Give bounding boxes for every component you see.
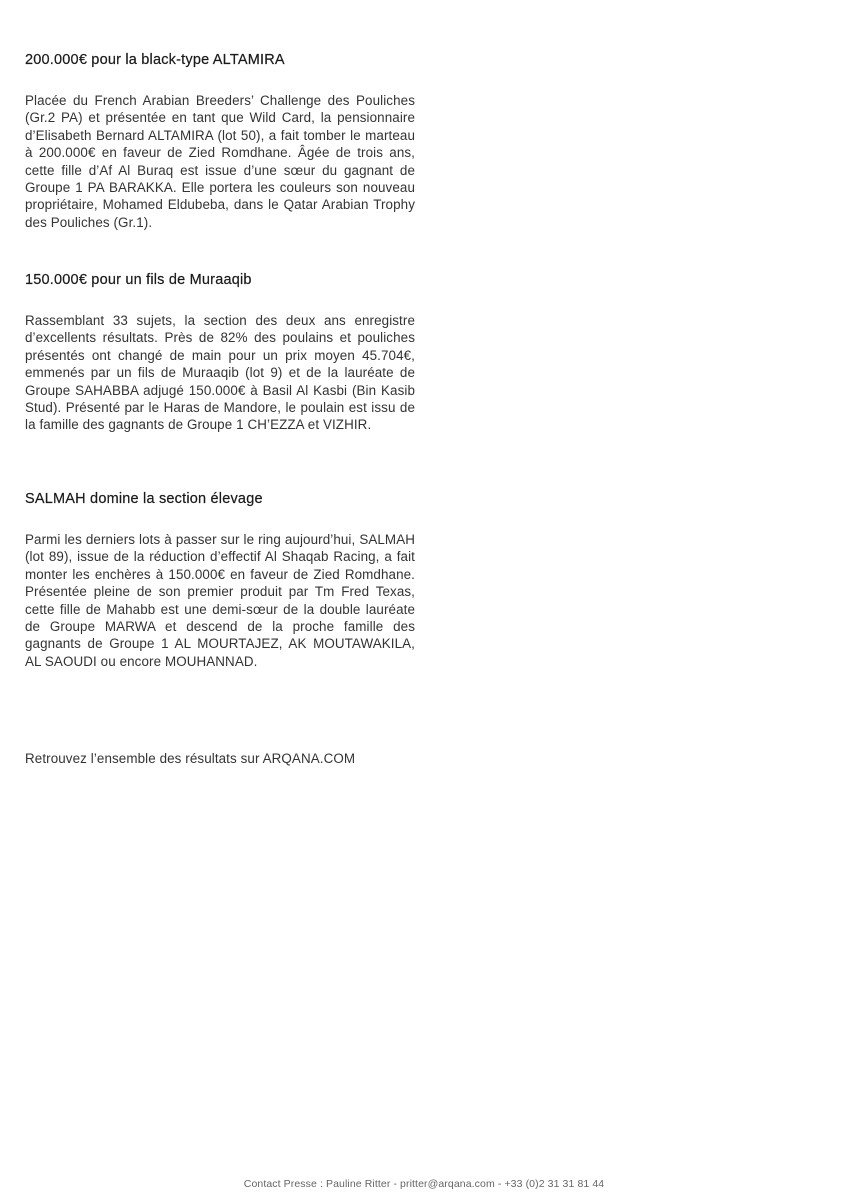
- results-link-line: Retrouvez l’ensemble des résultats sur ARQANA.COM: [25, 751, 356, 766]
- press-contact-footer: Contact Presse : Pauline Ritter - pritter@arqana.com - +33 (0)2 31 31 81 44: [243, 1178, 605, 1190]
- section-heading-salmah: SALMAH domine la section élevage: [25, 491, 263, 507]
- section-heading-muraaqib: 150.000€ pour un fils de Muraaqib: [25, 272, 252, 288]
- section-body-muraaqib: Rassemblant 33 sujets, la section des deux ans enregistre d’excellents résultats. Près de 82% des poulains et pouliches présentés ont changé de main pour un prix moyen 45.704€, emmenés par un fils de Muraaqib (lot 9) et de la lauréate de Groupe SAHABBA adjugé 150.000€ à Basil Al Kasbi (Bin Kasib Stud). Présenté par le Haras de Mandore, le poulain est issu de la famille des gagnants de Groupe 1 CH’EZZA et VIZHIR.: [25, 313, 415, 433]
- section-body-altamira: Placée du French Arabian Breeders’ Challenge des Pouliches (Gr.2 PA) et présentée en tant que Wild Card, la pensionnaire d’Elisabeth Bernard ALTAMIRA (lot 50), a fait tomber le marteau à 200.000€ en faveur de Zied Romdhane. Âgée de trois ans, cette fille d’Af Al Buraq est issue d’une sœur du gagnant de Groupe 1 PA BARAKKA. Elle portera les couleurs son nouveau propriétaire, Mohamed Eldubeba, dans le Qatar Arabian Trophy des Pouliches (Gr.1).: [25, 93, 415, 230]
- section-heading-altamira: 200.000€ pour la black-type ALTAMIRA: [25, 52, 285, 68]
- section-body-salmah: Parmi les derniers lots à passer sur le ring aujourd’hui, SALMAH (lot 89), issue de la réduction d’effectif Al Shaqab Racing, a fait monter les enchères à 150.000€ en faveur de Zied Romdhane. Présentée pleine de son premier produit par Tm Fred Texas, cette fille de Mahabb est une demi-sœur de la double lauréate de Groupe MARWA et descend de la proche famille des gagnants de Groupe 1 AL MOURTAJEZ, AK MOUTAWAKILA, AL SAOUDI ou encore MOUHANNAD.: [25, 532, 415, 669]
